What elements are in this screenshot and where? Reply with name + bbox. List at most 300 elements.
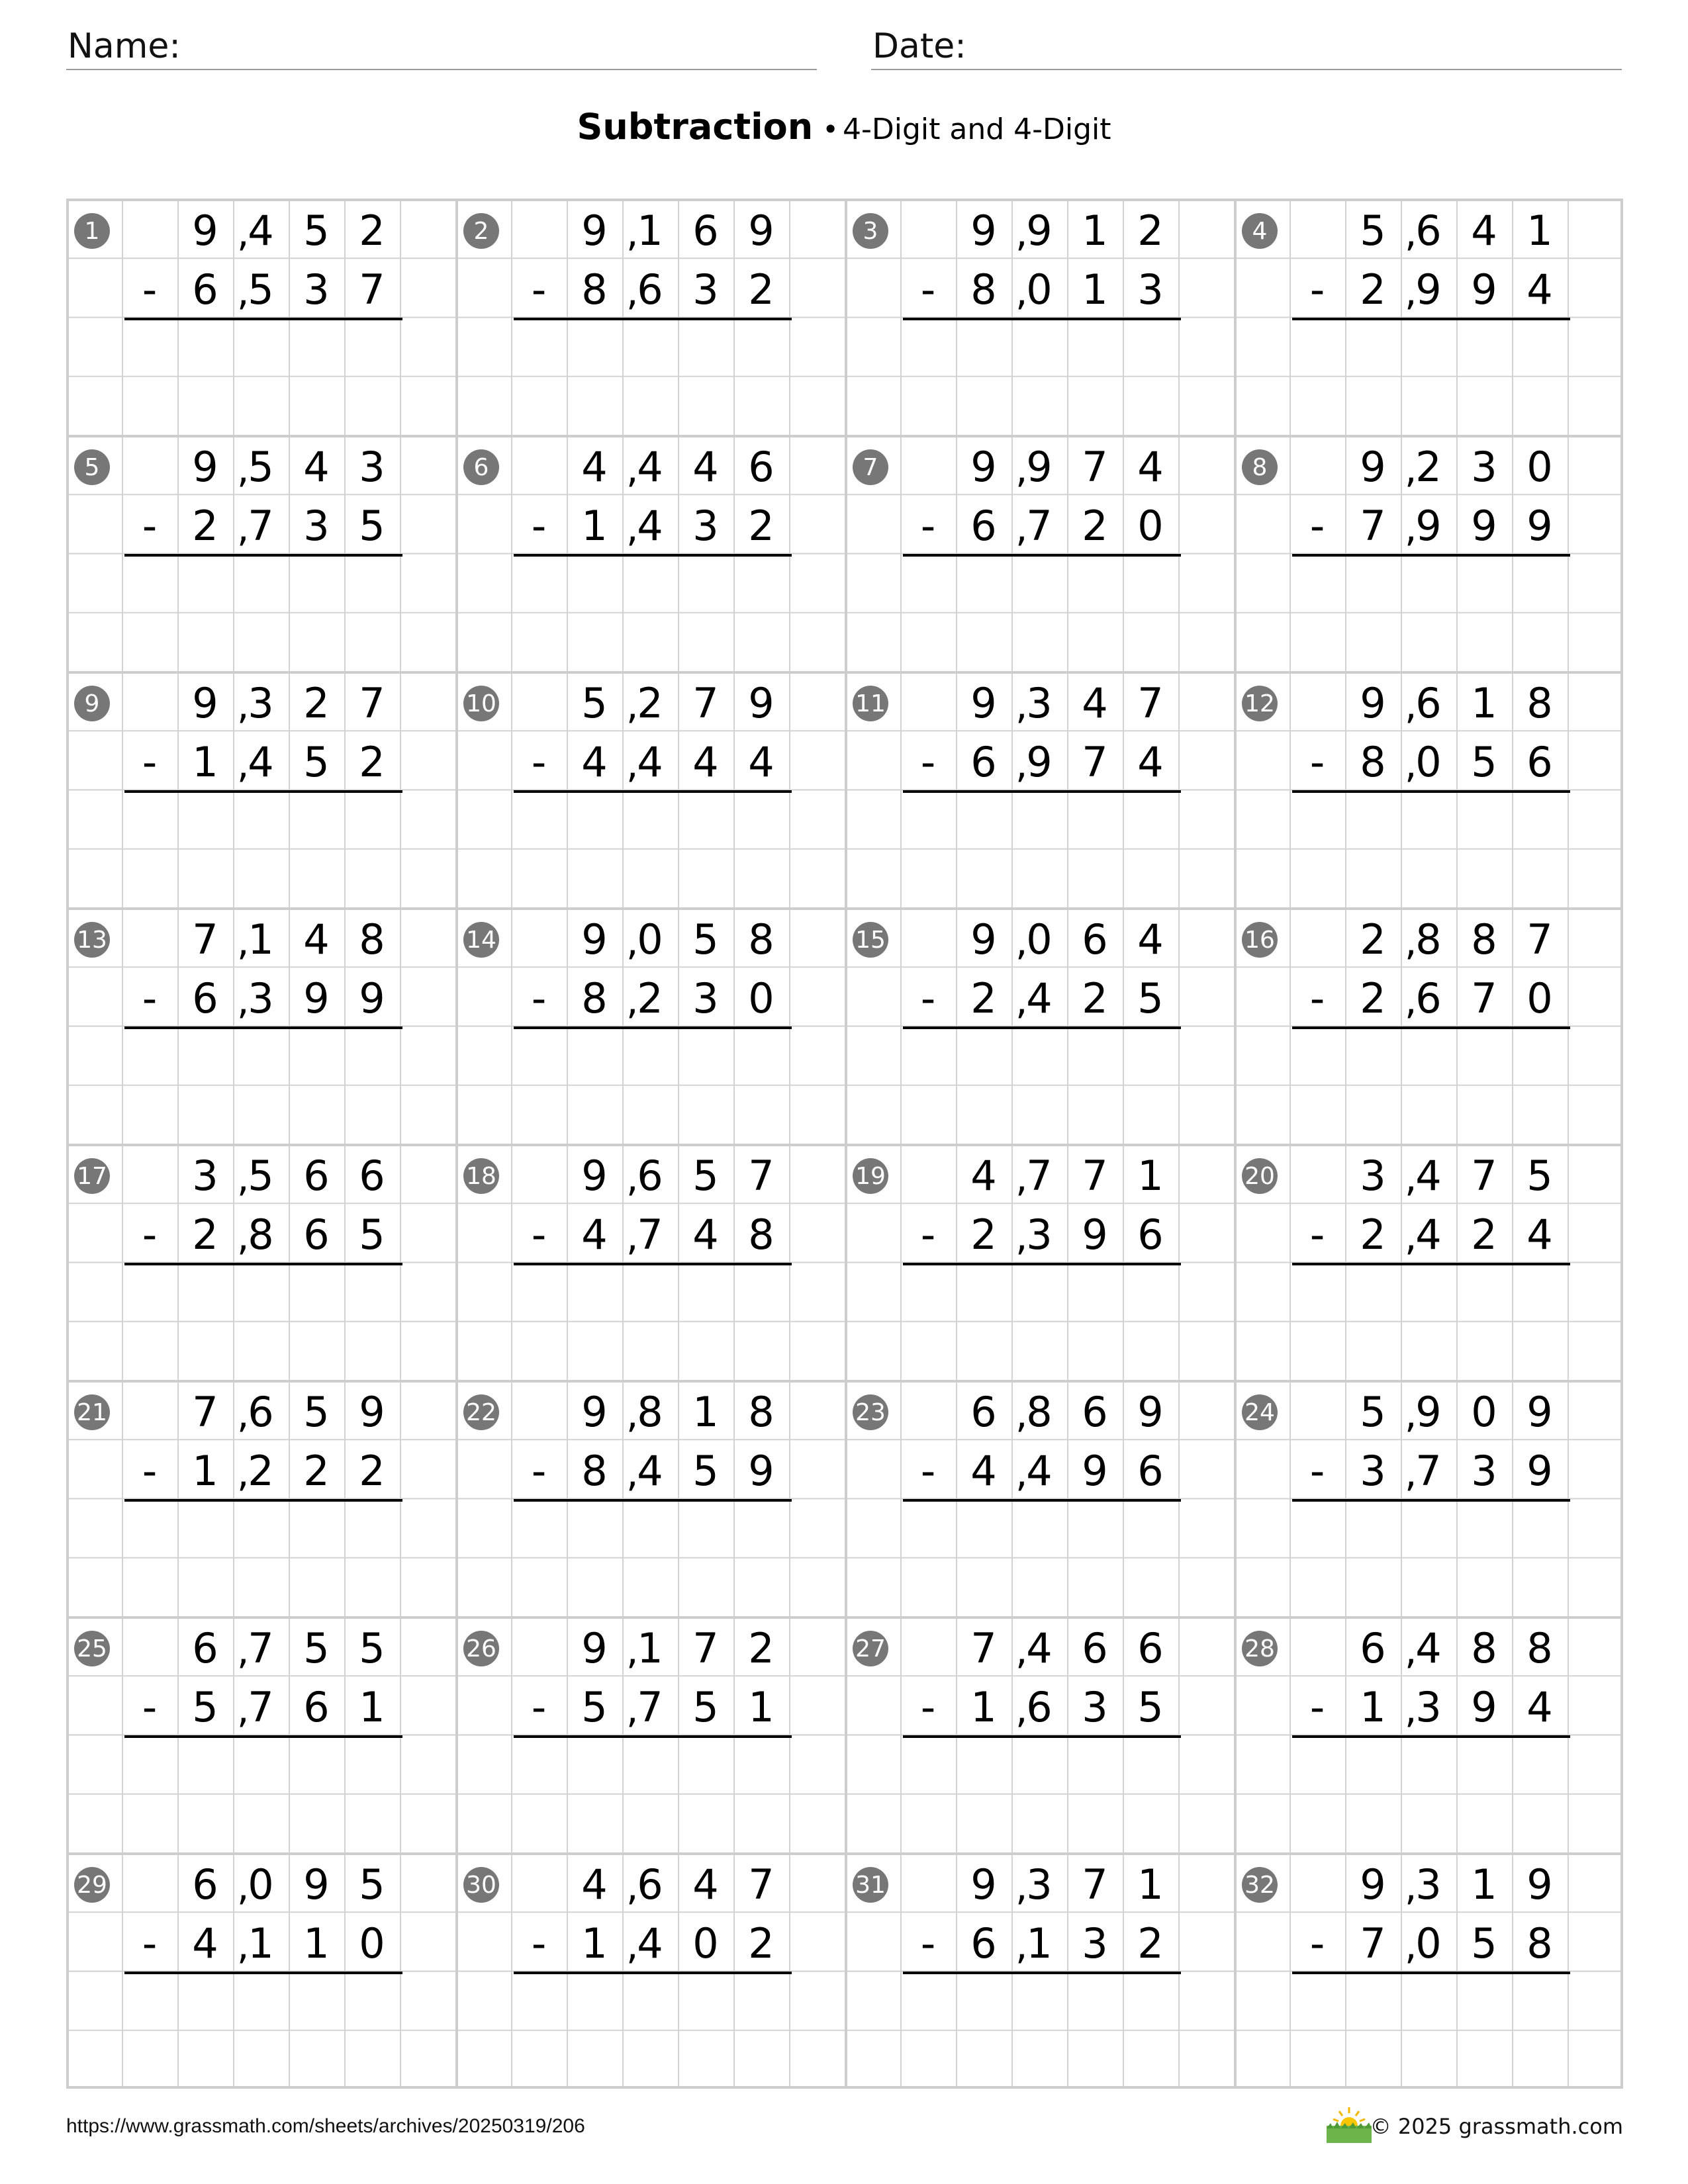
digit-cell bbox=[1456, 437, 1512, 496]
minuend-row bbox=[511, 1855, 789, 1914]
problem-number-badge: 19 bbox=[853, 1158, 888, 1194]
date-field[interactable] bbox=[871, 25, 1622, 70]
digit: 4 bbox=[1471, 206, 1497, 255]
minuend-row bbox=[900, 1146, 1178, 1205]
problem-21 bbox=[66, 1380, 455, 1616]
digit: 9 bbox=[192, 206, 218, 255]
empty-cell bbox=[122, 201, 177, 260]
answer-line bbox=[1292, 318, 1570, 320]
minuend-row bbox=[900, 1619, 1178, 1678]
minus-sign: - bbox=[142, 1919, 158, 1968]
minus-sign: - bbox=[1309, 265, 1325, 314]
problem-7 bbox=[845, 435, 1234, 671]
digit: 9 bbox=[1415, 502, 1442, 550]
subtrahend-row bbox=[1289, 1914, 1568, 1973]
digit-cell bbox=[1512, 260, 1568, 319]
digit: 8 bbox=[1026, 1388, 1053, 1436]
digit-cell bbox=[177, 437, 233, 496]
digit: 5 bbox=[1360, 1388, 1386, 1436]
digit-cell bbox=[1067, 733, 1123, 792]
minus-sign: - bbox=[1309, 1919, 1325, 1968]
digit: 3 bbox=[692, 502, 719, 550]
digit-cell bbox=[678, 1383, 733, 1441]
title-bullet: • bbox=[822, 113, 839, 146]
digit-cell bbox=[622, 969, 678, 1028]
digit: 2 bbox=[1360, 1210, 1386, 1259]
empty-cell bbox=[511, 674, 567, 733]
digit-cell bbox=[956, 1441, 1011, 1500]
digit-cell bbox=[1011, 201, 1067, 260]
digit: 5 bbox=[692, 1447, 719, 1495]
empty-cell bbox=[511, 910, 567, 969]
subtrahend-row bbox=[122, 1205, 400, 1264]
digit: 7 bbox=[1026, 502, 1053, 550]
answer-line bbox=[124, 790, 402, 793]
digit-cell bbox=[622, 733, 678, 792]
digit-cell bbox=[1011, 437, 1067, 496]
digit: 6 bbox=[637, 265, 663, 314]
empty-cell bbox=[122, 1146, 177, 1205]
digit: 0 bbox=[248, 1860, 274, 1909]
digit-cell bbox=[733, 1678, 789, 1737]
digit: 5 bbox=[1137, 1683, 1164, 1731]
digit-cell bbox=[233, 969, 289, 1028]
problem-20 bbox=[1234, 1144, 1623, 1380]
minuend-row bbox=[122, 201, 400, 260]
thousands-comma: , bbox=[626, 1864, 639, 1909]
digit: 3 bbox=[1082, 1683, 1108, 1731]
thousands-comma: , bbox=[1405, 978, 1417, 1023]
answer-line bbox=[124, 1972, 402, 1974]
problem-11 bbox=[845, 671, 1234, 907]
digit-cell bbox=[1512, 1619, 1568, 1678]
digit: 5 bbox=[248, 1152, 274, 1200]
digit-cell bbox=[344, 910, 400, 969]
digit-cell bbox=[733, 437, 789, 496]
digit-cell bbox=[1512, 1383, 1568, 1441]
digit: 3 bbox=[1026, 1860, 1053, 1909]
digit-cell bbox=[678, 496, 733, 555]
problem-6 bbox=[455, 435, 845, 671]
empty-cell bbox=[122, 1855, 177, 1914]
digit-cell bbox=[1067, 201, 1123, 260]
problem-number-badge: 25 bbox=[74, 1631, 110, 1666]
digit-cell bbox=[233, 437, 289, 496]
digit: 1 bbox=[1360, 1683, 1386, 1731]
digit-cell bbox=[1401, 733, 1456, 792]
digit-cell bbox=[1011, 1678, 1067, 1737]
digit-cell bbox=[1512, 201, 1568, 260]
minuend-row bbox=[1289, 1619, 1568, 1678]
digit: 8 bbox=[637, 1388, 663, 1436]
digit-cell bbox=[733, 260, 789, 319]
answer-line bbox=[514, 1263, 792, 1265]
digit-cell bbox=[344, 260, 400, 319]
empty-cell bbox=[1289, 910, 1345, 969]
digit-cell bbox=[678, 733, 733, 792]
subtrahend-row bbox=[1289, 733, 1568, 792]
digit-cell bbox=[1456, 910, 1512, 969]
digit-cell bbox=[177, 496, 233, 555]
problem-number-badge: 21 bbox=[74, 1394, 110, 1430]
digit-cell bbox=[733, 1855, 789, 1914]
problem-number-badge: 1 bbox=[74, 213, 110, 249]
answer-line bbox=[124, 1499, 402, 1502]
digit-cell bbox=[567, 733, 622, 792]
digit: 0 bbox=[1026, 915, 1053, 964]
digit: 1 bbox=[581, 502, 608, 550]
footer-url: https://www.grassmath.com/sheets/archives/20250319/206 bbox=[66, 2115, 585, 2137]
digit-cell bbox=[344, 437, 400, 496]
digit-cell bbox=[1123, 437, 1178, 496]
digit: 6 bbox=[1082, 1388, 1108, 1436]
thousands-comma: , bbox=[1405, 1628, 1417, 1673]
empty-cell bbox=[1289, 1383, 1345, 1441]
thousands-comma: , bbox=[237, 742, 250, 787]
digit: 7 bbox=[248, 502, 274, 550]
subtrahend-row bbox=[900, 1205, 1178, 1264]
problem-number-badge: 24 bbox=[1242, 1394, 1278, 1430]
digit-cell bbox=[567, 1146, 622, 1205]
digit: 8 bbox=[581, 265, 608, 314]
digit-cell bbox=[1401, 1383, 1456, 1441]
digit: 4 bbox=[1137, 738, 1164, 786]
digit-cell bbox=[289, 1855, 344, 1914]
digit: 9 bbox=[748, 1447, 774, 1495]
digit-cell bbox=[289, 496, 344, 555]
digit: 2 bbox=[1415, 443, 1442, 491]
digit-cell bbox=[289, 969, 344, 1028]
thousands-comma: , bbox=[1015, 1451, 1028, 1496]
digit-cell bbox=[956, 1205, 1011, 1264]
digit: 2 bbox=[192, 502, 218, 550]
digit: 4 bbox=[1415, 1152, 1442, 1200]
digit: 4 bbox=[303, 915, 330, 964]
footer-copyright: © 2025 grassmath.com bbox=[1370, 2114, 1623, 2139]
digit: 0 bbox=[1137, 502, 1164, 550]
digit-cell bbox=[1123, 674, 1178, 733]
title-main: Subtraction bbox=[577, 106, 814, 148]
digit-cell bbox=[567, 1205, 622, 1264]
empty-cell bbox=[122, 674, 177, 733]
digit: 2 bbox=[748, 265, 774, 314]
digit-cell bbox=[1345, 1146, 1401, 1205]
digit-cell bbox=[1123, 1678, 1178, 1737]
digit: 9 bbox=[192, 443, 218, 491]
answer-line bbox=[903, 1735, 1181, 1738]
minus-sign: - bbox=[920, 265, 936, 314]
digit: 9 bbox=[1415, 1388, 1442, 1436]
minus-sign: - bbox=[1309, 1210, 1325, 1259]
grass-sun-logo-icon bbox=[1325, 2105, 1373, 2144]
problem-15 bbox=[845, 907, 1234, 1144]
digit: 7 bbox=[1082, 738, 1108, 786]
digit-cell bbox=[567, 674, 622, 733]
problem-12 bbox=[1234, 671, 1623, 907]
digit: 7 bbox=[1082, 1152, 1108, 1200]
digit-cell bbox=[678, 437, 733, 496]
digit: 4 bbox=[637, 443, 663, 491]
subtrahend-row bbox=[1289, 969, 1568, 1028]
digit-cell bbox=[344, 1383, 400, 1441]
digit: 3 bbox=[1026, 679, 1053, 727]
digit-cell bbox=[1512, 733, 1568, 792]
digit: 3 bbox=[1471, 1447, 1497, 1495]
digit-cell bbox=[1067, 674, 1123, 733]
empty-cell bbox=[511, 437, 567, 496]
digit-cell bbox=[289, 674, 344, 733]
digit: 3 bbox=[359, 443, 385, 491]
thousands-comma: , bbox=[1015, 683, 1028, 728]
digit: 4 bbox=[1526, 1210, 1553, 1259]
digit-cell bbox=[1123, 1146, 1178, 1205]
digit-cell bbox=[1123, 1855, 1178, 1914]
problem-16 bbox=[1234, 907, 1623, 1144]
digit-cell bbox=[344, 1441, 400, 1500]
digit: 1 bbox=[1471, 679, 1497, 727]
digit-cell bbox=[1067, 437, 1123, 496]
minus-sign: - bbox=[531, 1210, 547, 1259]
digit: 7 bbox=[692, 679, 719, 727]
digit-cell bbox=[1401, 674, 1456, 733]
digit-cell bbox=[1456, 1914, 1512, 1973]
digit: 6 bbox=[970, 1919, 997, 1968]
digit-cell bbox=[177, 1678, 233, 1737]
empty-cell bbox=[900, 1855, 956, 1914]
digit: 9 bbox=[1360, 679, 1386, 727]
digit: 9 bbox=[581, 1624, 608, 1672]
digit-cell bbox=[1123, 969, 1178, 1028]
digit: 4 bbox=[692, 443, 719, 491]
digit-cell bbox=[1512, 496, 1568, 555]
digit: 2 bbox=[359, 738, 385, 786]
problem-number-badge: 12 bbox=[1242, 686, 1278, 721]
digit: 4 bbox=[748, 738, 774, 786]
digit-cell bbox=[622, 910, 678, 969]
problem-number-badge: 15 bbox=[853, 922, 888, 958]
problem-number-badge: 3 bbox=[853, 213, 888, 249]
minuend-row bbox=[122, 1383, 400, 1441]
minus-sign: - bbox=[1309, 502, 1325, 550]
digit-cell bbox=[289, 1914, 344, 1973]
thousands-comma: , bbox=[626, 978, 639, 1023]
digit-cell bbox=[567, 260, 622, 319]
problem-number-badge: 7 bbox=[853, 449, 888, 485]
answer-line bbox=[514, 790, 792, 793]
problem-13 bbox=[66, 907, 455, 1144]
digit: 1 bbox=[637, 1624, 663, 1672]
digit-cell bbox=[678, 1146, 733, 1205]
minuend-row bbox=[1289, 1855, 1568, 1914]
digit: 0 bbox=[748, 974, 774, 1023]
answer-line bbox=[124, 318, 402, 320]
digit-cell bbox=[622, 1678, 678, 1737]
minus-sign: - bbox=[920, 1683, 936, 1731]
digit-cell bbox=[1123, 260, 1178, 319]
digit-cell bbox=[1512, 1855, 1568, 1914]
digit-cell bbox=[567, 437, 622, 496]
digit-cell bbox=[289, 1619, 344, 1678]
digit-cell bbox=[233, 1383, 289, 1441]
digit: 4 bbox=[1526, 1683, 1553, 1731]
empty-cell bbox=[511, 1146, 567, 1205]
digit-cell bbox=[622, 1441, 678, 1500]
digit-cell bbox=[567, 1383, 622, 1441]
digit-cell bbox=[567, 1678, 622, 1737]
minuend-row bbox=[122, 910, 400, 969]
minus-sign: - bbox=[920, 502, 936, 550]
problem-number-badge: 14 bbox=[463, 922, 499, 958]
digit-cell bbox=[678, 1678, 733, 1737]
digit: 9 bbox=[359, 974, 385, 1023]
digit: 1 bbox=[248, 915, 274, 964]
digit-cell bbox=[678, 1205, 733, 1264]
problem-24 bbox=[1234, 1380, 1623, 1616]
digit-cell bbox=[733, 1383, 789, 1441]
digit-cell bbox=[1345, 1205, 1401, 1264]
digit-cell bbox=[344, 496, 400, 555]
digit: 9 bbox=[581, 206, 608, 255]
digit: 0 bbox=[1526, 443, 1553, 491]
digit: 5 bbox=[1137, 974, 1164, 1023]
digit: 8 bbox=[359, 915, 385, 964]
answer-line bbox=[124, 1735, 402, 1738]
digit-cell bbox=[956, 437, 1011, 496]
digit-cell bbox=[1401, 260, 1456, 319]
answer-line bbox=[1292, 1263, 1570, 1265]
digit-cell bbox=[1456, 1855, 1512, 1914]
digit-cell bbox=[289, 437, 344, 496]
digit: 6 bbox=[248, 1388, 274, 1436]
digit-cell bbox=[622, 1383, 678, 1441]
problem-22 bbox=[455, 1380, 845, 1616]
digit: 4 bbox=[637, 738, 663, 786]
thousands-comma: , bbox=[1405, 742, 1417, 787]
subtrahend-row bbox=[1289, 496, 1568, 555]
subtrahend-row bbox=[900, 1914, 1178, 1973]
digit: 6 bbox=[1415, 974, 1442, 1023]
digit-cell bbox=[177, 910, 233, 969]
digit-cell bbox=[956, 1619, 1011, 1678]
digit-cell bbox=[1067, 1914, 1123, 1973]
digit: 7 bbox=[192, 1388, 218, 1436]
digit: 6 bbox=[303, 1152, 330, 1200]
answer-line bbox=[514, 1026, 792, 1029]
digit: 2 bbox=[359, 1447, 385, 1495]
thousands-comma: , bbox=[626, 1923, 639, 1968]
digit: 4 bbox=[970, 1152, 997, 1200]
subtrahend-row bbox=[122, 1914, 400, 1973]
digit: 6 bbox=[692, 206, 719, 255]
problem-10 bbox=[455, 671, 845, 907]
digit-cell bbox=[567, 1619, 622, 1678]
digit: 2 bbox=[303, 679, 330, 727]
digit: 5 bbox=[1471, 738, 1497, 786]
digit: 8 bbox=[1471, 915, 1497, 964]
digit-cell bbox=[1011, 733, 1067, 792]
digit: 0 bbox=[637, 915, 663, 964]
subtrahend-row bbox=[122, 496, 400, 555]
problem-number-badge: 31 bbox=[853, 1867, 888, 1903]
digit: 4 bbox=[581, 738, 608, 786]
digit: 0 bbox=[1526, 974, 1553, 1023]
digit-cell bbox=[733, 1205, 789, 1264]
thousands-comma: , bbox=[1015, 1687, 1028, 1732]
thousands-comma: , bbox=[1405, 506, 1417, 551]
empty-cell bbox=[900, 1383, 956, 1441]
thousands-comma: , bbox=[1015, 269, 1028, 314]
digit: 7 bbox=[1137, 679, 1164, 727]
digit: 6 bbox=[1137, 1624, 1164, 1672]
digit-cell bbox=[1011, 1383, 1067, 1441]
thousands-comma: , bbox=[1405, 447, 1417, 492]
digit: 4 bbox=[248, 206, 274, 255]
digit: 9 bbox=[970, 679, 997, 727]
digit: 7 bbox=[248, 1624, 274, 1672]
subtrahend-row bbox=[900, 733, 1178, 792]
digit: 7 bbox=[359, 265, 385, 314]
digit-cell bbox=[289, 1678, 344, 1737]
thousands-comma: , bbox=[1015, 1628, 1028, 1673]
digit: 3 bbox=[1360, 1447, 1386, 1495]
digit: 8 bbox=[1471, 1624, 1497, 1672]
answer-line bbox=[514, 1972, 792, 1974]
digit: 3 bbox=[692, 974, 719, 1023]
problem-3 bbox=[845, 199, 1234, 435]
digit: 9 bbox=[1026, 738, 1053, 786]
subtrahend-row bbox=[122, 969, 400, 1028]
problem-14 bbox=[455, 907, 845, 1144]
digit: 6 bbox=[303, 1683, 330, 1731]
digit: 2 bbox=[1137, 1919, 1164, 1968]
digit: 6 bbox=[637, 1152, 663, 1200]
answer-line bbox=[1292, 1026, 1570, 1029]
problem-number-badge: 29 bbox=[74, 1867, 110, 1903]
digit: 1 bbox=[1471, 1860, 1497, 1909]
thousands-comma: , bbox=[1015, 1864, 1028, 1909]
digit: 0 bbox=[359, 1919, 385, 1968]
digit: 9 bbox=[970, 443, 997, 491]
digit-cell bbox=[1345, 496, 1401, 555]
answer-line bbox=[1292, 790, 1570, 793]
minuend-row bbox=[1289, 1383, 1568, 1441]
minuend-row bbox=[511, 437, 789, 496]
minus-sign: - bbox=[142, 1210, 158, 1259]
digit: 9 bbox=[1471, 1683, 1497, 1731]
digit-cell bbox=[1512, 1146, 1568, 1205]
digit-cell bbox=[1345, 260, 1401, 319]
digit-cell bbox=[344, 1855, 400, 1914]
digit-cell bbox=[289, 1205, 344, 1264]
minus-sign: - bbox=[142, 738, 158, 786]
digit-cell bbox=[1067, 1383, 1123, 1441]
digit: 3 bbox=[192, 1152, 218, 1200]
thousands-comma: , bbox=[1015, 1214, 1028, 1259]
problem-5 bbox=[66, 435, 455, 671]
answer-line bbox=[903, 318, 1181, 320]
digit: 1 bbox=[1082, 206, 1108, 255]
digit: 5 bbox=[692, 1683, 719, 1731]
digit: 2 bbox=[970, 974, 997, 1023]
name-field[interactable] bbox=[66, 25, 817, 70]
thousands-comma: , bbox=[237, 1392, 250, 1437]
thousands-comma: , bbox=[1015, 210, 1028, 255]
digit-cell bbox=[622, 1205, 678, 1264]
problem-28 bbox=[1234, 1616, 1623, 1852]
empty-cell bbox=[1289, 1619, 1345, 1678]
digit: 4 bbox=[692, 738, 719, 786]
digit: 1 bbox=[1526, 206, 1553, 255]
